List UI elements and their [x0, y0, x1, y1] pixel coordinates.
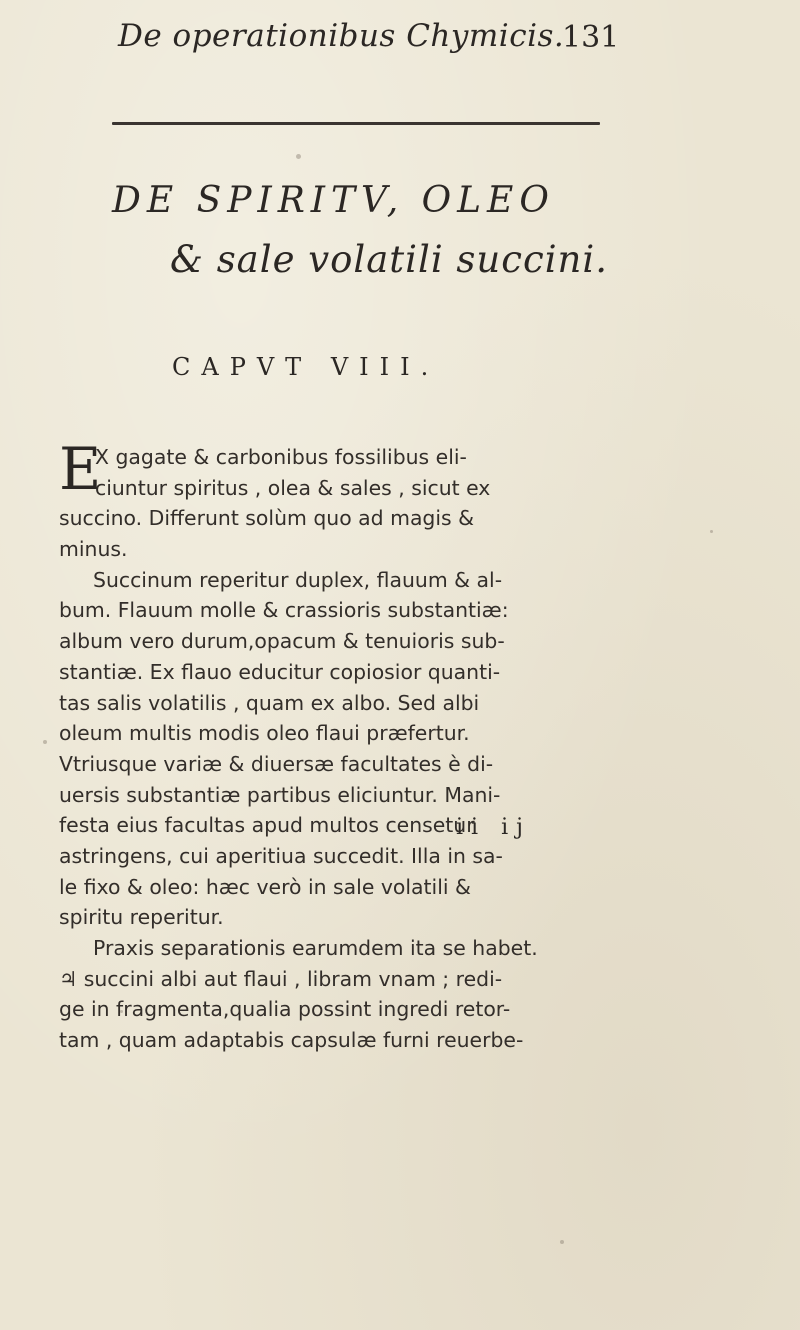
text-line: oleum multis modis oleo flaui præfertur. — [59, 721, 470, 746]
signature-mark: ii ij — [456, 815, 531, 840]
text-line: ge in fragmenta,qualia possint ingredi retor- — [59, 997, 511, 1022]
text-line: le fixo & oleo: hæc verò in sale volatili & — [59, 874, 471, 899]
section-title-line-1: DE SPIRITV, OLEO — [112, 180, 555, 221]
paragraph-1 — [59, 435, 629, 565]
drop-cap: E — [59, 435, 102, 503]
text-line: bum. Flauum molle & crassioris substantiæ: — [59, 598, 509, 623]
paragraph-3 — [59, 933, 629, 1056]
paper-speck — [43, 740, 47, 744]
running-head: De operationibus Chymicis. — [118, 18, 565, 54]
body-text — [59, 435, 629, 1056]
header-rule — [112, 122, 600, 125]
text-line: uersis substantiæ partibus eliciuntur. Mani- — [59, 782, 501, 807]
text-line: tas salis volatilis , quam ex albo. Sed albi — [59, 690, 480, 715]
text-line: ♃ succini albi aut flaui , libram vnam ; redi- — [59, 966, 503, 991]
text-line: Succinum reperitur duplex, flauum & al- — [93, 567, 503, 592]
page-number: 131 — [562, 20, 620, 55]
text-line: ciuntur spiritus , olea & sales , sicut ex — [95, 475, 491, 500]
text-line: minus. — [59, 537, 128, 562]
text-line: astringens, cui aperitiua succedit. Illa in sa- — [59, 843, 503, 868]
paper-speck — [560, 1240, 564, 1244]
text-line: Vtriusque variæ & diuersæ facultates è di- — [59, 751, 494, 776]
paper-speck — [296, 154, 301, 159]
text-line: album vero durum,opacum & tenuioris sub- — [59, 629, 505, 654]
text-line: tam , quam adaptabis capsulæ furni reuerbe- — [59, 1028, 524, 1053]
paragraph-2 — [59, 565, 629, 933]
text-line: spiritu reperitur. — [59, 905, 224, 930]
chapter-heading: CAPVT VIII. — [172, 353, 440, 381]
text-line: X gagate & carbonibus fossilibus eli- — [95, 445, 467, 469]
text-line: festa eius facultas apud multos censetur — [59, 813, 475, 838]
text-line: Praxis separationis earumdem ita se habet. — [93, 936, 538, 960]
paper-speck — [710, 530, 713, 533]
text-line: stantiæ. Ex flauo educitur copiosior quanti- — [59, 659, 501, 684]
section-title-line-2: & sale volatili succini. — [170, 238, 608, 281]
paper-speck — [120, 1010, 123, 1013]
text-line: succino. Differunt solùm quo ad magis & — [59, 506, 475, 531]
